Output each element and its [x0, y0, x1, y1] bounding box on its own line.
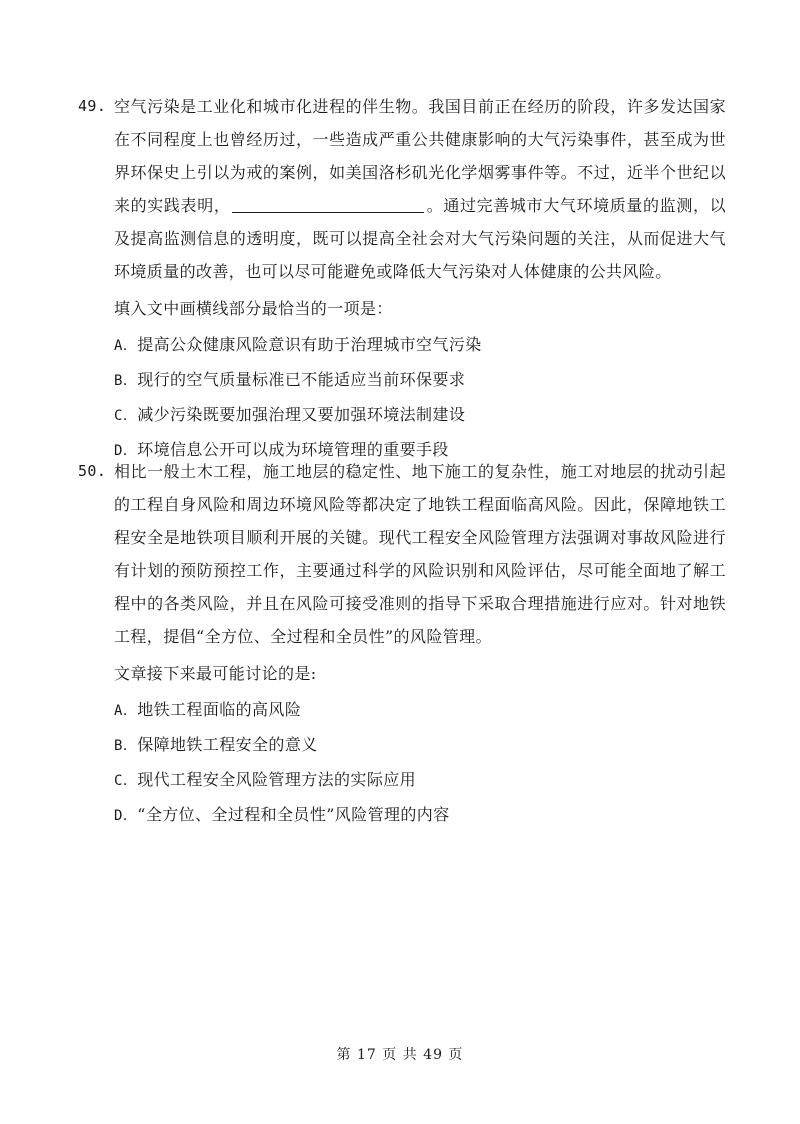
option-text: 提高公众健康风险意识有助于治理城市空气污染 — [137, 335, 482, 354]
option-list — [78, 328, 726, 468]
option-a — [114, 693, 726, 728]
option-text: 减少污染既要加强治理又要加强环境法制建设 — [137, 405, 466, 424]
stem-text: 相比一般土木工程，施工地层的稳定性、地下施工的复杂性，施工对地层的扰动引起的工程自身风险和周边环境风险等都决定了地铁工程面临高风险。因此，保障地铁工程安全是地铁项目顺利开展的关键。现代工程安全风险管理方法强调对事故风险进行有计划的预防预控工作，主要通过科学的风险识别和风险评估，尽可能全面地了解工程中的各类风险，并且在风险可接受准则的指导下采取合理措施进行应对。针对地铁工程，提倡“全方位、全过程和全员性”的风险管理。 — [114, 462, 726, 646]
page-number-footer: 第 17 页 共 49 页 — [336, 1047, 464, 1063]
option-text: “全方位、全过程和全员性”风险管理的内容 — [137, 805, 450, 824]
question-number: 50. — [78, 462, 107, 480]
option-d — [114, 798, 726, 833]
stem-text-before-blank: 空气污染是工业化和城市化进程的伴生物。我国目前正在经历的阶段，许多发达国家在不同程度上也曾经历过，一些造成严重公共健康影响的大气污染事件，甚至成为世界环保史上引以为戒的案例，如美国洛杉矶光化学烟雾事件等。不过，近半个世纪以来的实践表明， — [114, 97, 726, 215]
option-letter: C． — [114, 773, 138, 789]
fill-in-blank-line — [232, 196, 424, 213]
question-prompt: 文章接下来最可能讨论的是: — [114, 664, 317, 683]
question-number: 49. — [78, 97, 107, 115]
option-text: 现代工程安全风险管理方法的实际应用 — [137, 770, 417, 789]
option-text: 环境信息公开可以成为环境管理的重要手段 — [137, 440, 449, 459]
option-letter: C． — [114, 408, 138, 424]
option-a — [114, 328, 726, 363]
option-letter: A． — [114, 338, 138, 354]
option-text: 地铁工程面临的高风险 — [137, 700, 302, 719]
option-list — [78, 693, 726, 833]
option-b — [114, 728, 726, 763]
option-c — [114, 398, 726, 433]
option-letter: A． — [114, 703, 138, 719]
question-prompt: 填入文中画横线部分最恰当的一项是： — [114, 299, 393, 318]
option-text: 现行的空气质量标准已不能适应当前环保要求 — [137, 370, 466, 389]
option-letter: B． — [114, 738, 138, 754]
question-stem — [78, 455, 726, 653]
question-49 — [78, 90, 726, 468]
option-c — [114, 763, 726, 798]
option-b — [114, 363, 726, 398]
option-text: 保障地铁工程安全的意义 — [137, 735, 318, 754]
option-letter: B． — [114, 373, 138, 389]
stem-text-after-blank: 。通过完善城市大气环境质量的监测，以及提高监测信息的透明度，既可以提高全社会对大气污染问题的关注，从而促进大气环境质量的改善，也可以尽可能避免或降低大气污染对人体健康的公共风险。 — [114, 196, 726, 281]
option-letter: D． — [114, 443, 138, 459]
question-stem — [78, 90, 726, 288]
option-letter: D． — [114, 808, 138, 824]
question-50 — [78, 455, 726, 833]
